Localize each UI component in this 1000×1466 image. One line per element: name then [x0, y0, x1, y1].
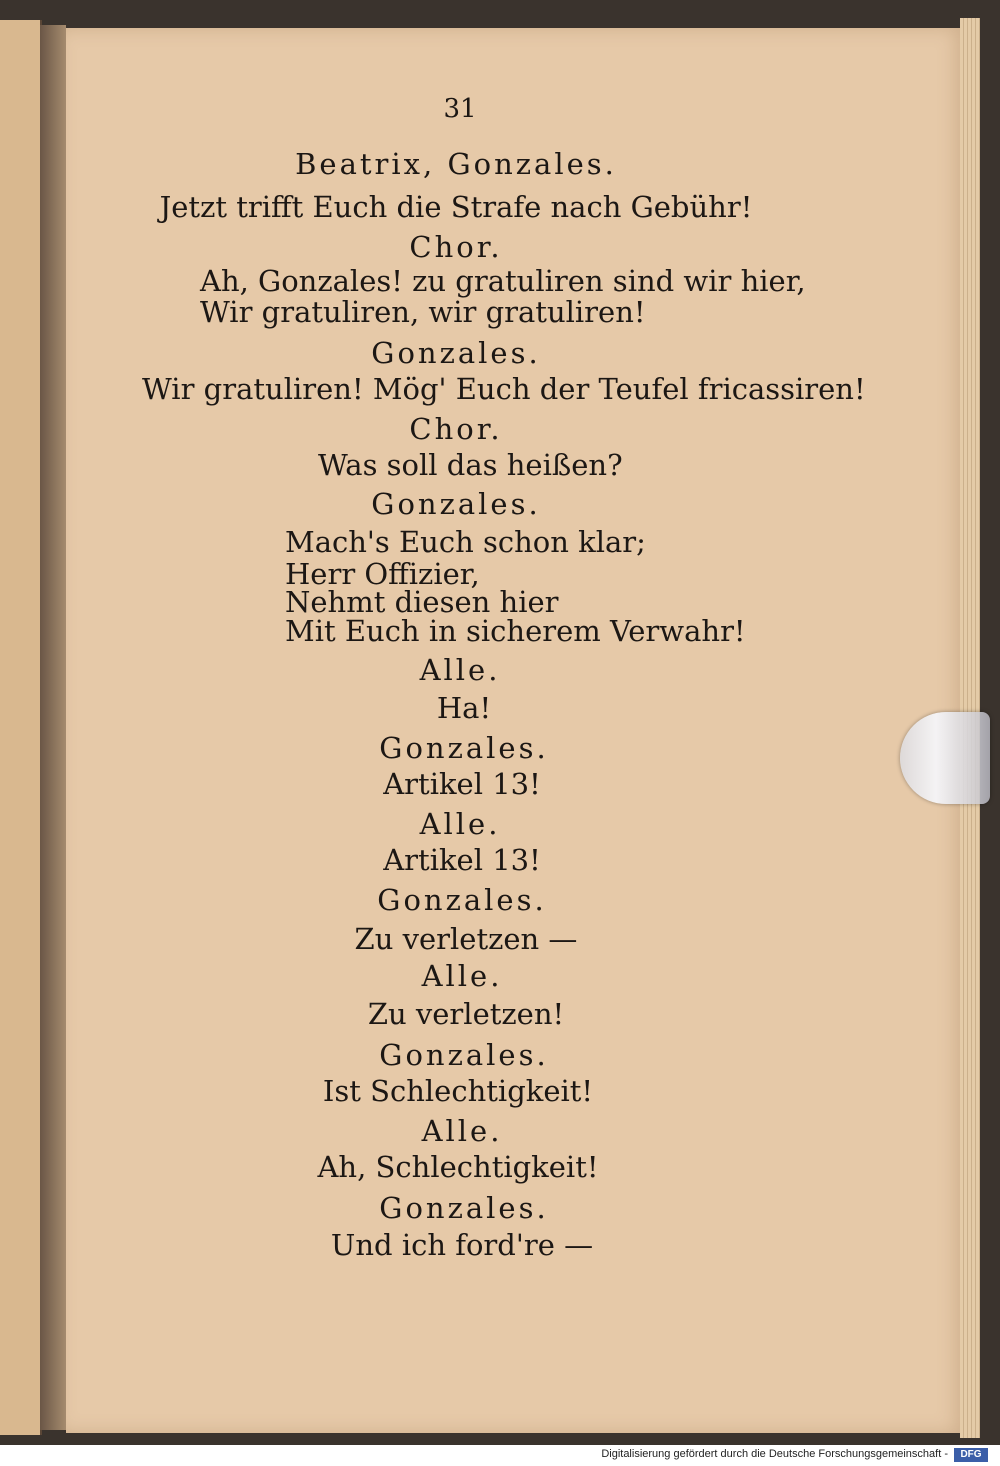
speaker-heading: Alle. — [419, 807, 501, 841]
verse-line: Ist Schlechtigkeit! — [322, 1074, 594, 1108]
verse-line: Wir gratuliren, wir gratuliren! — [200, 295, 646, 329]
speaker-heading: Gonzales. — [371, 487, 541, 521]
speaker-heading: Gonzales. — [379, 1038, 549, 1072]
verse-line: Mach's Euch schon klar; — [285, 525, 646, 559]
digitization-footer — [0, 1445, 1000, 1466]
page-number: 31 — [443, 94, 477, 124]
verse-line: Was soll das heißen? — [318, 448, 623, 482]
footer-credit: Digitalisierung gefördert durch die Deutsche Forschungsgemeinschaft - — [601, 1448, 948, 1460]
verse-line: Zu verletzen — — [354, 922, 578, 956]
verse-line: Artikel 13! — [383, 767, 541, 801]
speaker-heading: Alle. — [421, 959, 503, 993]
dfg-logo: DFG — [954, 1448, 988, 1462]
speaker-heading: Beatrix, Gonzales. — [295, 147, 617, 181]
verse-line: Mit Euch in sicherem Verwahr! — [285, 614, 746, 648]
speaker-heading: Alle. — [419, 653, 501, 687]
verse-line: Artikel 13! — [383, 843, 541, 877]
verse-line: Nehmt diesen hier — [285, 585, 559, 619]
speaker-heading: Gonzales. — [371, 336, 541, 370]
speaker-heading: Chor. — [409, 412, 503, 446]
verse-line: Und ich ford're — — [330, 1228, 594, 1262]
verse-line: Herr Offizier, — [285, 557, 480, 591]
verse-line: Jetzt trifft Euch die Strafe nach Gebühr! — [159, 190, 753, 224]
speaker-heading: Chor. — [409, 230, 503, 264]
verse-line: Ah, Schlechtigkeit! — [317, 1150, 599, 1184]
speaker-heading: Alle. — [421, 1114, 503, 1148]
verse-line: Zu verletzen! — [367, 997, 565, 1031]
speaker-heading: Gonzales. — [377, 883, 547, 917]
verse-line: Ha! — [436, 691, 492, 725]
speaker-heading: Gonzales. — [379, 1191, 549, 1225]
verse-line: Ah, Gonzales! zu gratuliren sind wir hier, — [200, 264, 806, 298]
speaker-heading: Gonzales. — [379, 731, 549, 765]
verse-line: Wir gratuliren! Mög' Euch der Teufel fricassiren! — [142, 372, 866, 406]
